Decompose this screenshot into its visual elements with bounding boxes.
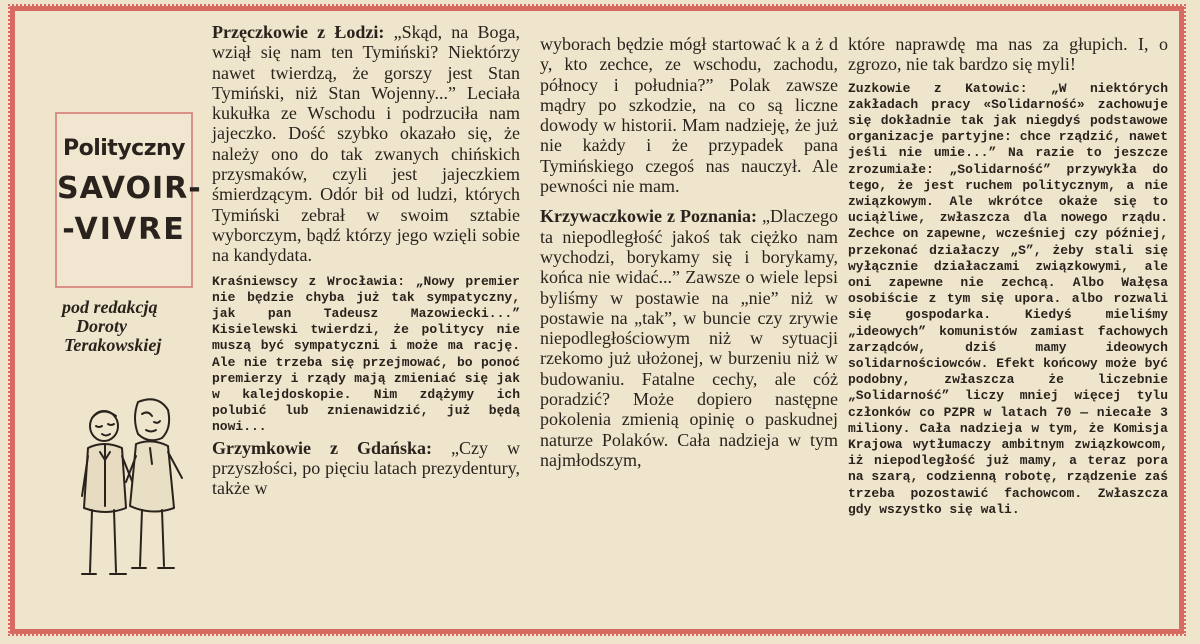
letter-1-text: „Skąd, na Boga, wziął się nam ten Tymiński? Niektórzy nawet twierdzą, że gorszy jest Stan Tymiński, niż Stan Wojenny...” Leciała kukułka ze Wschodu i podrzuciła nam jajeczko. Dość szybko okazało się, że należy ono do tak zwanych chińskich przysmaków, czyli jest jajeczkiem śmierdzącym. Odór bił od ludzi, których Tymiński zebrał w swoim sztabie wyborczym, bądź którzy jego wzięli sobie na kandydata. [212,22,520,266]
article-column-3 [848,34,1168,518]
letter-3-sender: Grzymkowie z Gdańska: [212,437,452,458]
logo-line-1: Polityczny [62,136,186,161]
letter-5-text: „W niektórych zakładach pracy «Solidarność» zachowuje się dokładnie tak jak niegdyś podstawowe organizacje partyjne: chce rządzić, nawet jeśli nie umie...” Na razie to jeszcze zrozumiałe: „Solidarność” przywykła do tego, że jest ruchem politycznym, a nie związkowym. Ale wkrótce okaże się to uciążliwe, zwłaszcza dla nowego rządu. Zechce on zapewne, wcześniej czy później, przekonać działaczy „S”, żeby stali się wyłącznie działaczami związkowymi, ale oni zapewne nie zechcą. Albo Wałęsa osobiście z tym się upora. albo rozwali się gospodarka. Kiedyś mieliśmy „ideowych” komunistów zamiast fachowych zarządców, dziś mamy ideowych solidarnościowców. Efekt końcowy może być podobny, zwłaszcza że liczebnie „Solidarność” liczy mniej więcej tylu członków co PZPR w latach 70 — niecałe 3 miliony. Cała nadzieja w tym, że Komisja Krajowa wytłumaczy ambitnym związkowcom, iż niepodległość już mamy, a teraz pora na szarą, codzienną robotę, rządzenie zaś trzeba pozostawić fachowcom. Zwłaszcza gdy wszystko się wali. [848,80,1168,517]
column-logo [55,112,202,288]
letter-2-sender: Kraśniewscy z Wrocławia: [212,273,416,289]
editor-line-3: Terakowskiej [64,335,162,355]
letter-4 [540,206,838,470]
editor-line-2: Doroty [76,316,127,336]
letter-3 [212,438,520,499]
letter-1-sender: Przęczkowie z Łodzi: [212,22,394,42]
letter-2 [212,274,520,436]
editor-line-1: pod redakcją [62,297,158,317]
editor-credit [62,298,212,355]
letter-1 [212,22,520,266]
letter-3-continued: wyborach będzie mógł startować k a ż d y, kto zechce, ze wschodu, zachodu, północy i południa?” Polak zawsze mądry po szkodzie, na co są liczne dowody w historii. Mam nadzieję, że już nie każdy i że przypadek pana Tymińskiego czegoś nas nauczył. Ale pewności nie mam. [540,34,838,197]
letter-3-text: „Czy w przyszłości, po pięciu latach prezydentury, także w [212,437,521,499]
logo-line-2: SAVOIR- [57,171,202,206]
letter-2-text: „Nowy premier nie będzie chyba już tak sympatyczny, jak pan Tadeusz Mazowiecki...” Kisielewski twierdzi, że politycy nie muszą być sympatyczni i może ma rację. Ale nie trzeba się przejmować, bo ponoć premierzy i rządy mają zmieniać się jak w kalejdoskopie. Nim zdążymy ich polubić lub znienawidzić, już będą nowi... [212,273,520,435]
letter-4-continued: które naprawdę ma nas za głupich. I, o zgrozo, nie tak bardzo się myli! [848,34,1168,75]
cartoon-illustration [72,392,202,592]
article-column-2 [540,34,838,470]
letter-5 [848,81,1168,518]
letter-4-sender: Krzywaczkowie z Poznania: [540,206,763,227]
letter-4-text: „Dlaczego ta niepodległość jakoś tak ciężko nam wychodzi, borykamy się i borykamy, końca nie widać...” Zawsze o wiele lepsi byliśmy w postawie na „nie” niż w postawie na „tak”, w buncie czy zrywie niepodległościowym niż w sytuacji rzekomo już ułożonej, w burzeniu niż w budowaniu. Fatalne cechy, ale cóż poradzić? Może dopiero następne pokolenia zmienią opinię o paskudnej naturze Polaków. Cała nadzieja w tym najmłodszym, [540,206,838,470]
logo-line-3: -VIVRE [62,212,186,247]
letter-5-sender: Zuzkowie z Katowic: [848,80,1051,96]
article-column-1 [212,22,520,498]
